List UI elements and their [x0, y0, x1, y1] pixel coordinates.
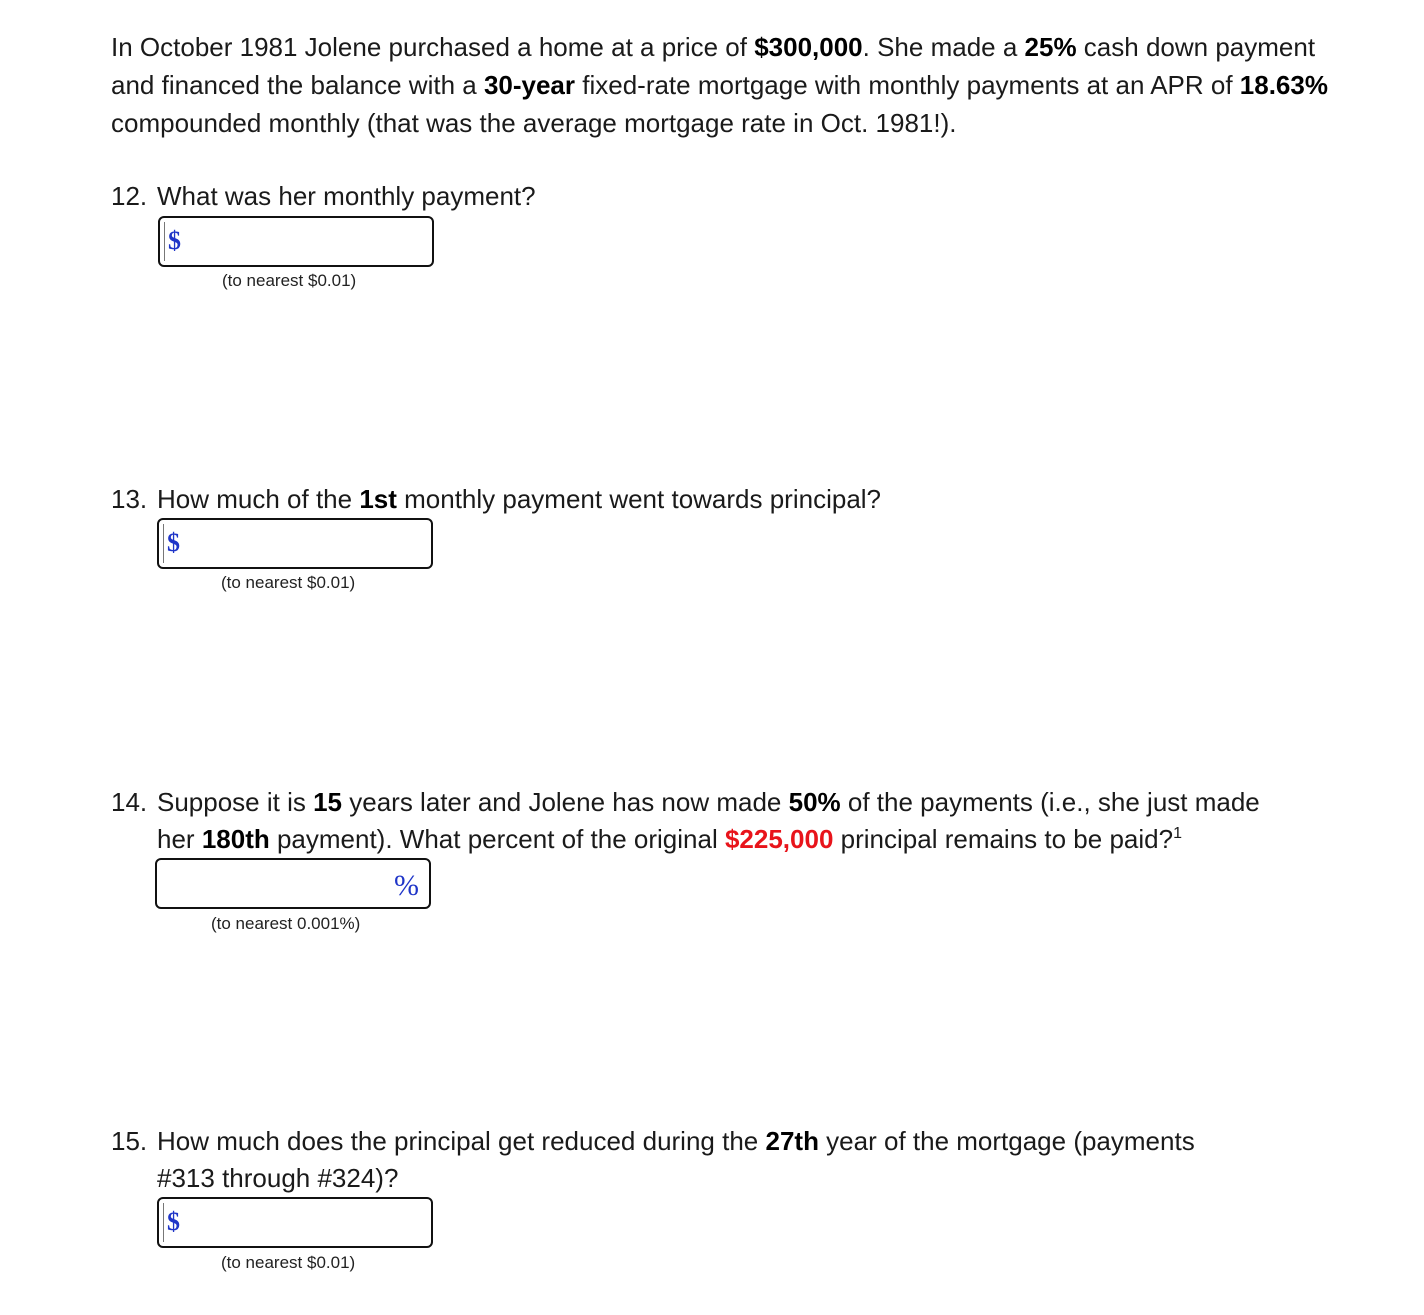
- payment-ordinal: 1st: [359, 484, 397, 514]
- question-number: 12.: [111, 181, 148, 211]
- percent-sign-icon: %: [394, 869, 419, 902]
- question-number: 14.: [111, 787, 148, 817]
- question-text: payment). What percent of the original: [269, 824, 725, 854]
- question-text: #313 through #324)?: [157, 1163, 399, 1193]
- answer-input-13[interactable]: [191, 526, 421, 561]
- question-text: year of the mortgage (payments: [818, 1126, 1195, 1156]
- question-number: 13.: [111, 484, 148, 514]
- rounding-hint-14: (to nearest 0.001%): [211, 914, 361, 933]
- answer-box-12[interactable]: [158, 216, 434, 267]
- mortgage-year: 27th: [765, 1126, 819, 1156]
- intro-text: . She made a: [862, 32, 1025, 62]
- dollar-sign-icon: $: [168, 226, 181, 255]
- question-text: What was her monthly payment?: [157, 181, 536, 211]
- payment-ordinal: 180th: [201, 824, 270, 854]
- footnote-marker: 1: [1173, 825, 1182, 842]
- problem-intro: [111, 28, 1341, 142]
- question-text: principal remains to be paid?: [833, 824, 1174, 854]
- apr-rate: 18.63%: [1239, 70, 1328, 100]
- intro-text: In October 1981 Jolene purchased a home at a price of: [111, 32, 755, 62]
- question-14: [111, 784, 1361, 858]
- payments-percent: 50%: [788, 787, 841, 817]
- question-13: [111, 481, 1361, 518]
- rounding-hint-15: (to nearest $0.01): [221, 1253, 356, 1272]
- years-later: 15: [313, 787, 343, 817]
- rounding-hint-12: (to nearest $0.01): [222, 271, 357, 290]
- intro-text: fixed-rate mortgage with monthly payments at an APR of: [575, 70, 1240, 100]
- intro-text: cash down payment and financed the balance with a: [111, 32, 1316, 100]
- rounding-hint-13: (to nearest $0.01): [221, 573, 356, 592]
- question-text: How much does the principal get reduced during the: [157, 1126, 766, 1156]
- home-price: $300,000: [754, 32, 863, 62]
- question-text: years later and Jolene has now made: [342, 787, 789, 817]
- answer-box-13[interactable]: [157, 518, 433, 569]
- intro-text: compounded monthly (that was the average mortgage rate in Oct. 1981!).: [111, 108, 957, 138]
- dollar-sign-icon: $: [167, 1207, 180, 1236]
- question-text: her: [157, 824, 202, 854]
- question-text: of the payments (i.e., she just made: [840, 787, 1260, 817]
- answer-input-14[interactable]: [169, 866, 385, 901]
- question-text: Suppose it is: [157, 787, 314, 817]
- down-payment-percent: 25%: [1024, 32, 1077, 62]
- original-principal: $225,000: [724, 824, 834, 854]
- answer-input-15[interactable]: [191, 1205, 421, 1240]
- answer-box-14[interactable]: [155, 858, 431, 909]
- question-12: [111, 178, 1361, 215]
- question-number: 15.: [111, 1126, 148, 1156]
- question-15: [111, 1123, 1361, 1197]
- question-text: How much of the: [157, 484, 360, 514]
- answer-input-12[interactable]: [192, 224, 422, 259]
- mortgage-term: 30-year: [483, 70, 576, 100]
- dollar-sign-icon: $: [167, 528, 180, 557]
- question-text: monthly payment went towards principal?: [396, 484, 882, 514]
- answer-box-15[interactable]: [157, 1197, 433, 1248]
